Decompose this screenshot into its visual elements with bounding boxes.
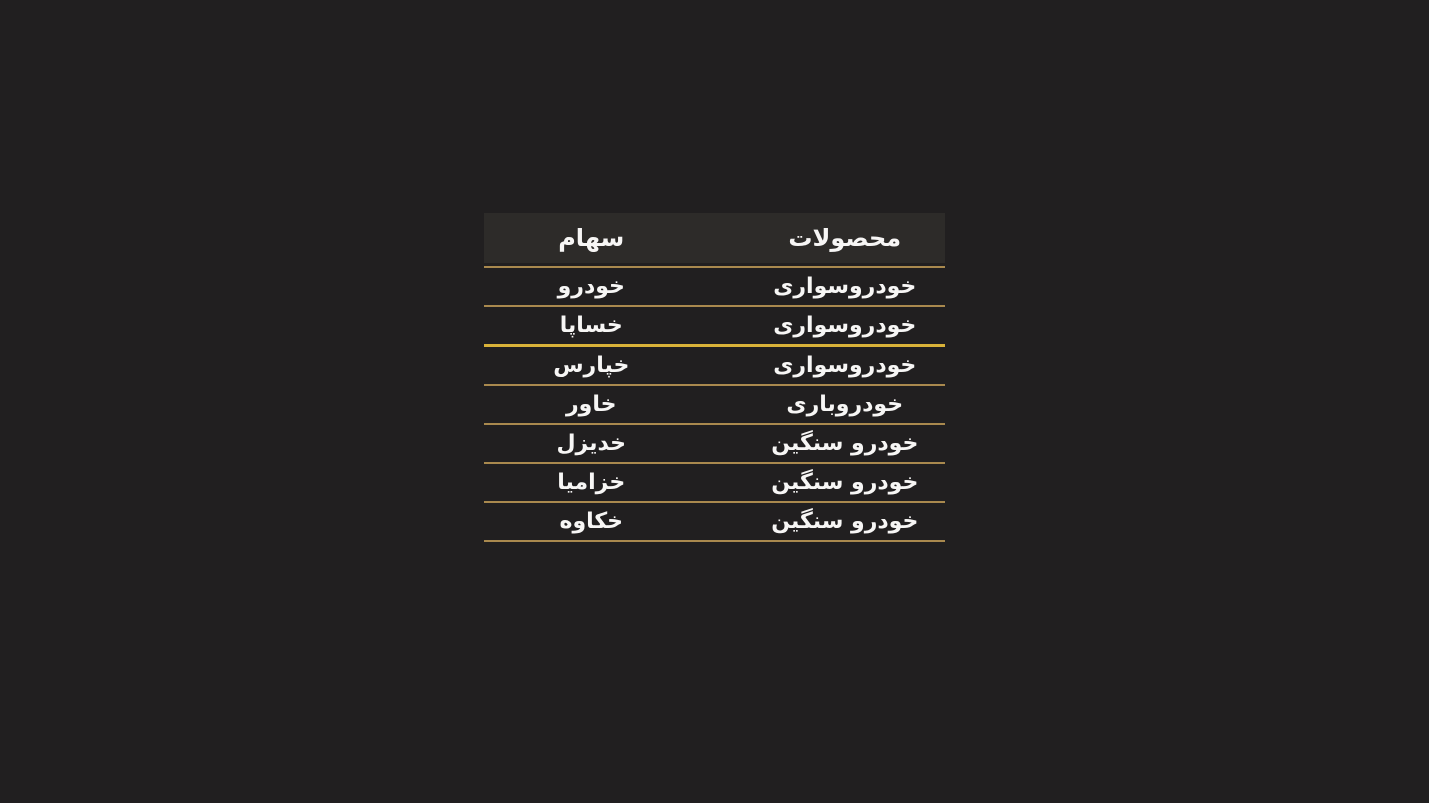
cell-stock: خکاوه (559, 508, 624, 534)
cell-stock: خدیزل (556, 430, 627, 456)
table-row (484, 268, 945, 307)
cell-stock: خساپا (559, 312, 623, 338)
table-row (484, 347, 945, 386)
cell-product: خودروباری (786, 391, 904, 417)
cell-product: خودروسواری (773, 312, 917, 338)
cell-stock: خودرو (557, 273, 625, 299)
table-row (484, 307, 945, 347)
header-cell-stocks: سهام (558, 224, 625, 252)
cell-product: خودرو سنگین (771, 430, 919, 456)
cell-stock: خپارس (553, 352, 630, 378)
cell-product: خودرو سنگین (771, 508, 919, 534)
table-row (484, 503, 945, 542)
cell-product: خودرو سنگین (771, 469, 919, 495)
table-header (484, 213, 945, 263)
cell-stock: خزامیا (557, 469, 626, 495)
cell-stock: خاور (566, 391, 617, 417)
table-row (484, 386, 945, 425)
cell-product: خودروسواری (773, 273, 917, 299)
table-row (484, 464, 945, 503)
header-cell-products: محصولات (788, 224, 902, 252)
cell-product: خودروسواری (773, 352, 917, 378)
table-row (484, 425, 945, 464)
stocks-table (484, 213, 945, 542)
